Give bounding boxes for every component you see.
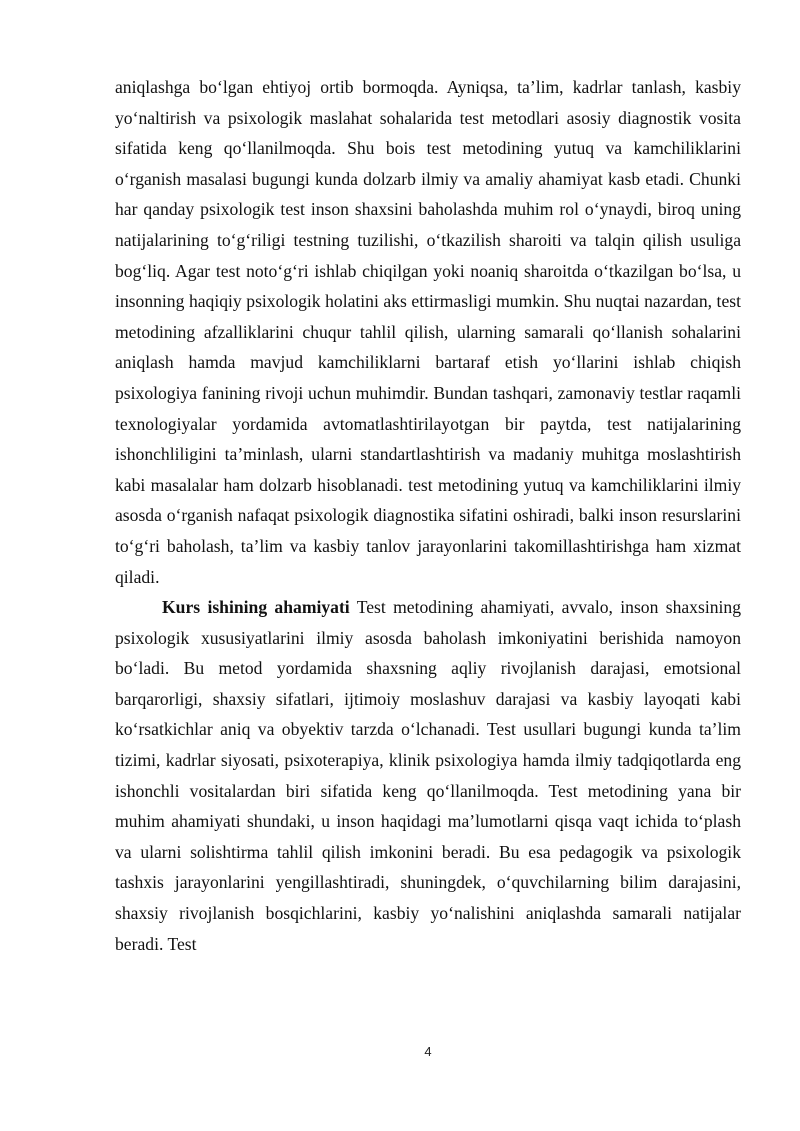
section-heading-inline: Kurs ishining ahamiyati xyxy=(162,597,350,618)
page-number: 4 xyxy=(424,1044,432,1059)
paragraph-2 xyxy=(115,592,741,959)
paragraph-1: aniqlashga bo‘lgan ehtiyoj ortib bormoqda. Ayniqsa, ta’lim, kadrlar tanlash, kasbiy yo‘naltirish va psixologik maslahat sohalarida test metodlari asosiy diagnostik vosita sifatida keng qo‘llanilmoqda. Shu bois test metodining yutuq va kamchiliklarini o‘rganish masalasi bugungi kunda dolzarb ilmiy va amaliy ahamiyat kasb etadi. Chunki har qanday psixologik test inson shaxsini baholashda muhim rol o‘ynaydi, biroq uning natijalarining to‘g‘riligi testning tuzilishi, o‘tkazilish sharoiti va talqin qilish usuliga bog‘liq. Agar test noto‘g‘ri ishlab chiqilgan yoki noaniq sharoitda o‘tkazilgan bo‘lsa, u insonning haqiqiy psixologik holatini aks ettirmasligi mumkin. Shu nuqtai nazardan, test metodining afzalliklarini chuqur tahlil qilish, ularning samarali qo‘llanish sohalarini aniqlash hamda mavjud kamchiliklarni bartaraf etish yo‘llarini ishlab chiqish psixologiya fanining rivoji uchun muhimdir. Bundan tashqari, zamonaviy testlar raqamli texnologiyalar yordamida avtomatlashtirilayotgan bir paytda, test natijalarining ishonchliligini ta’minlash, ularni standartlashtirish va madaniy muhitga moslashtirish kabi masalalar ham dolzarb hisoblanadi. test metodining yutuq va kamchiliklarini ilmiy asosda o‘rganish nafaqat psixologik diagnostika sifatini oshiradi, balki inson resurslarini to‘g‘ri baholash, ta’lim va kasbiy tanlov jarayonlarini takomillashtirishga ham xizmat qiladi. xyxy=(115,77,741,587)
body-text xyxy=(115,72,741,959)
paragraph-2-body: Test metodining ahamiyati, avvalo, inson shaxsining psixologik xususiyatlarini ilmiy asosda baholash imkoniyatini berishida namoyon bo‘ladi. Bu metod yordamida shaxsning aqliy rivojlanish darajasi, emotsional barqarorligi, shaxsiy sifatlari, ijtimoiy moslashuv darajasi va kasbiy layoqati kabi ko‘rsatkichlar aniq va obyektiv tarzda o‘lchanadi. Test usullari bugungi kunda ta’lim tizimi, kadrlar siyosati, psixoterapiya, klinik psixologiya hamda ilmiy tadqiqotlarda eng ishonchli vositalardan biri sifatida keng qo‘llanilmoqda. Test metodining yana bir muhim ahamiyati shundaki, u inson haqidagi ma’lumotlarni qisqa vaqt ichida to‘plash va ularni solishtirma tahlil qilish imkonini beradi. Bu esa pedagogik va psixologik tashxis jarayonlarini yengillashtiradi, shuningdek, o‘quvchilarning bilim darajasini, shaxsiy rivojlanish bosqichlarini, kasbiy yo‘nalishini aniqlashda samarali natijalar beradi. Test xyxy=(115,597,741,954)
